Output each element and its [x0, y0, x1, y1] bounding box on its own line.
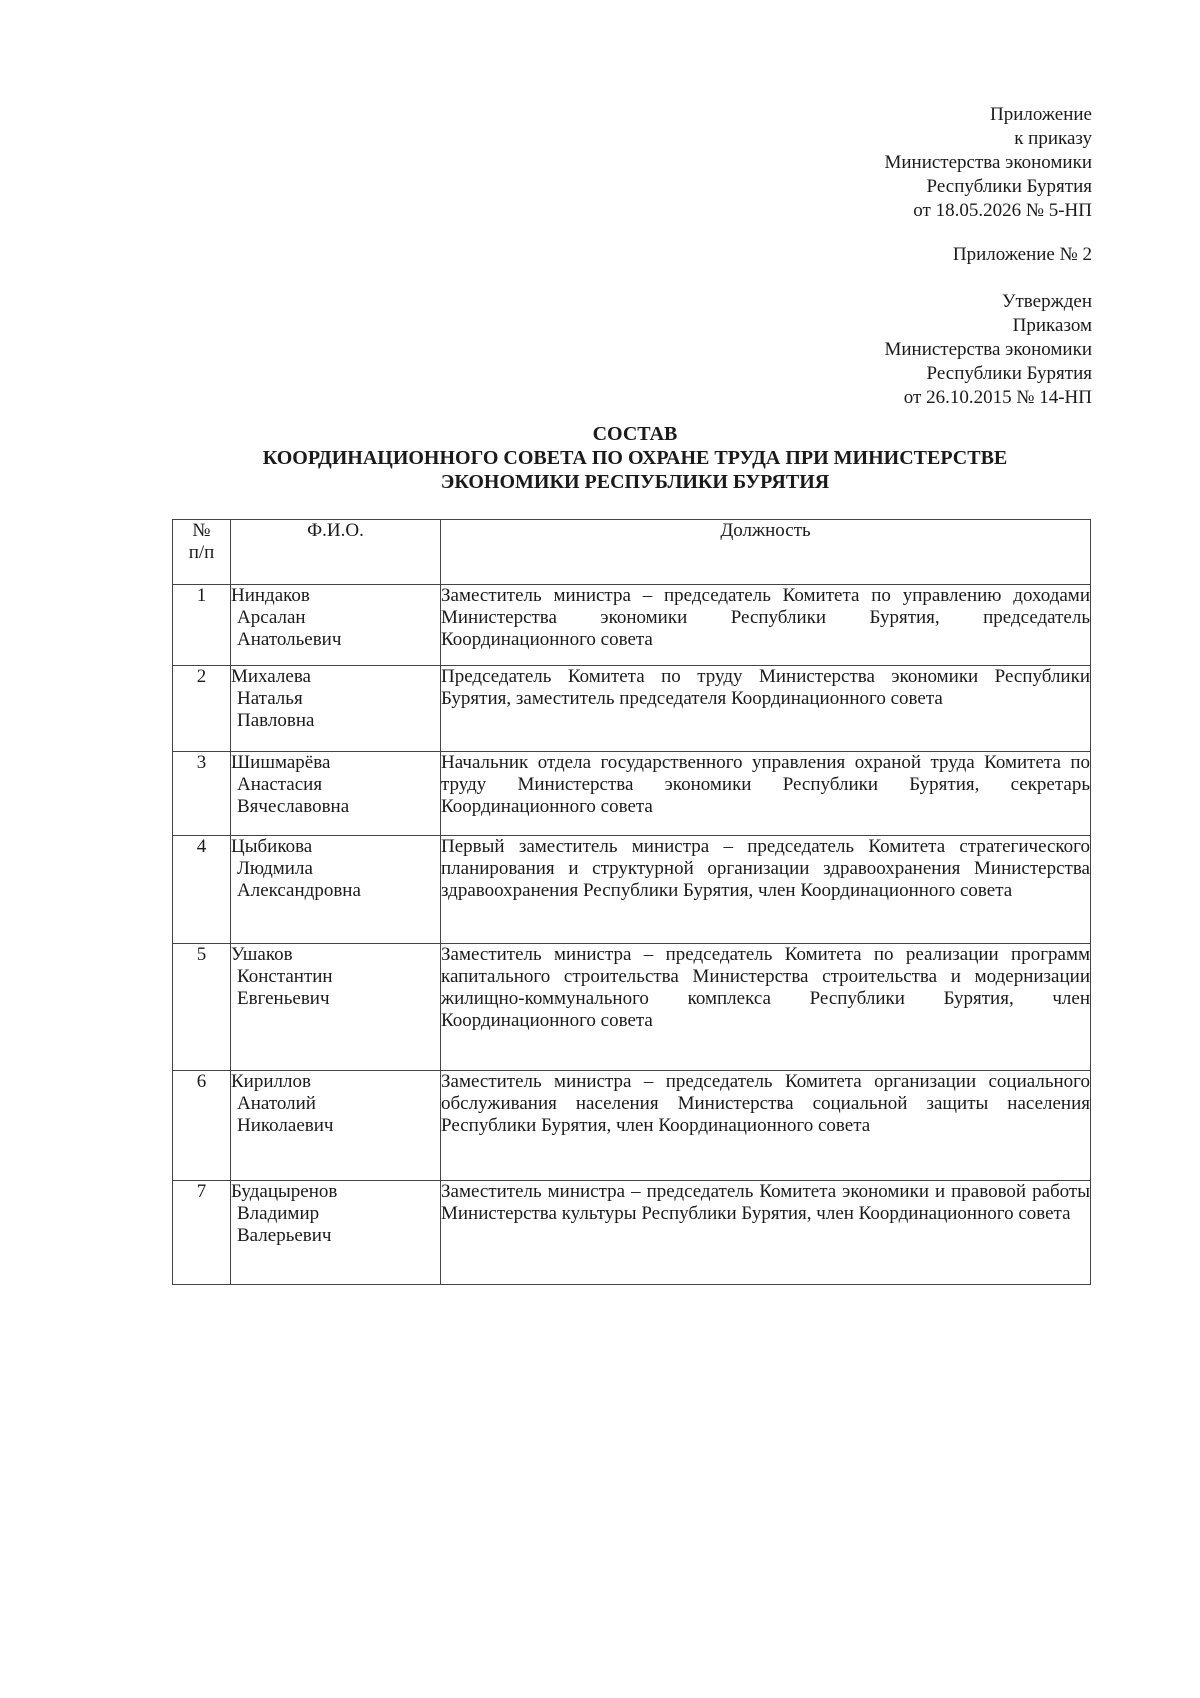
- title-line: КООРДИНАЦИОННОГО СОВЕТА ПО ОХРАНЕ ТРУДА ПРИ МИНИСТЕРСТВЕ: [262, 447, 1008, 469]
- fio-patronymic: Евгеньевич: [237, 988, 330, 1009]
- fio-surname: Михалева: [231, 666, 311, 687]
- fio-surname: Кириллов: [231, 1071, 311, 1092]
- appendix-line: от 18.05.2026 № 5-НП: [913, 200, 1092, 221]
- row-num: 3: [173, 752, 231, 836]
- members-table: [172, 519, 1091, 1285]
- fio-surname: Ушаков: [231, 944, 293, 965]
- row-fio: [231, 944, 441, 1071]
- table-header-row: [173, 520, 1091, 585]
- fio-patronymic: Валерьевич: [237, 1225, 332, 1246]
- row-fio: [231, 1181, 441, 1285]
- row-position: Председатель Комитета по труду Министерства экономики Республики Бурятия, заместитель председателя Координационного совета: [441, 666, 1091, 752]
- table-row: [173, 752, 1091, 836]
- fio-name: Наталья: [237, 688, 303, 709]
- appendix-block: [884, 103, 1092, 223]
- fio-patronymic: Анатольевич: [237, 629, 342, 650]
- fio-name: Константин: [237, 966, 333, 987]
- fio-name: Владимир: [237, 1203, 320, 1224]
- appendix-number-text: Приложение № 2: [952, 244, 1092, 265]
- row-fio: [231, 836, 441, 944]
- row-position: Заместитель министра – председатель Комитета по управлению доходами Министерства экономики Республики Бурятия, председатель Координационного совета: [441, 585, 1091, 666]
- fio-name: Арсалан: [237, 607, 306, 628]
- approved-line: Республики Бурятия: [926, 363, 1092, 384]
- fio-patronymic: Александровна: [237, 880, 361, 901]
- document-title: [120, 422, 1150, 494]
- row-fio: [231, 666, 441, 752]
- title-line: СОСТАВ: [592, 423, 678, 445]
- fio-patronymic: Вячеславовна: [237, 796, 350, 817]
- row-position: Заместитель министра – председатель Комитета организации социального обслуживания населения Министерства социальной защиты населения Республики Бурятия, член Координационного совета: [441, 1071, 1091, 1181]
- header-num-line2: п/п: [188, 542, 215, 563]
- row-num: 2: [173, 666, 231, 752]
- appendix-number: [953, 243, 1092, 267]
- approved-line: Министерства экономики: [884, 339, 1092, 360]
- header-num: [173, 520, 231, 585]
- appendix-line: Министерства экономики: [884, 152, 1092, 173]
- fio-patronymic: Павловна: [237, 710, 315, 731]
- table-row: [173, 1181, 1091, 1285]
- table-row: [173, 666, 1091, 752]
- row-num: 7: [173, 1181, 231, 1285]
- fio-name: Анастасия: [237, 774, 323, 795]
- approved-line: Утвержден: [1002, 291, 1092, 312]
- header-fio: Ф.И.О.: [231, 520, 441, 585]
- table-row: [173, 585, 1091, 666]
- fio-surname: Шишмарёва: [231, 752, 331, 773]
- row-fio: [231, 1071, 441, 1181]
- fio-surname: Будацыренов: [231, 1181, 338, 1202]
- approved-line: Приказом: [1012, 315, 1092, 336]
- fio-surname: Цыбикова: [231, 836, 313, 857]
- row-position: Заместитель министра – председатель Комитета экономики и правовой работы Министерства культуры Республики Бурятия, член Координационного совета: [441, 1181, 1091, 1285]
- row-position: Первый заместитель министра – председатель Комитета стратегического планирования и структурной организации здравоохранения Министерства здравоохранения Республики Бурятия, член Координационного совета: [441, 836, 1091, 944]
- fio-patronymic: Николаевич: [237, 1115, 334, 1136]
- table-row: [173, 1071, 1091, 1181]
- row-fio: [231, 585, 441, 666]
- appendix-line: к приказу: [1014, 128, 1092, 149]
- header-position: Должность: [441, 520, 1091, 585]
- row-fio: [231, 752, 441, 836]
- row-num: 5: [173, 944, 231, 1071]
- row-position: Заместитель министра – председатель Комитета по реализации программ капитального строительства Министерства строительства и модернизации жилищно-коммунального комплекса Республики Бурятия, член Координационного совета: [441, 944, 1091, 1071]
- row-position: Начальник отдела государственного управления охраной труда Комитета по труду Министерства экономики Республики Бурятия, секретарь Координационного совета: [441, 752, 1091, 836]
- appendix-line: Республики Бурятия: [926, 176, 1092, 197]
- fio-name: Людмила: [237, 858, 313, 879]
- header-num-line1: №: [192, 520, 211, 541]
- table-row: [173, 836, 1091, 944]
- row-num: 4: [173, 836, 231, 944]
- title-line: ЭКОНОМИКИ РЕСПУБЛИКИ БУРЯТИЯ: [440, 471, 830, 493]
- fio-surname: Ниндаков: [231, 585, 310, 606]
- row-num: 6: [173, 1071, 231, 1181]
- fio-name: Анатолий: [237, 1093, 316, 1114]
- approved-block: [884, 290, 1092, 410]
- appendix-line: Приложение: [990, 104, 1092, 125]
- approved-line: от 26.10.2015 № 14-НП: [903, 387, 1092, 408]
- row-num: 1: [173, 585, 231, 666]
- table-row: [173, 944, 1091, 1071]
